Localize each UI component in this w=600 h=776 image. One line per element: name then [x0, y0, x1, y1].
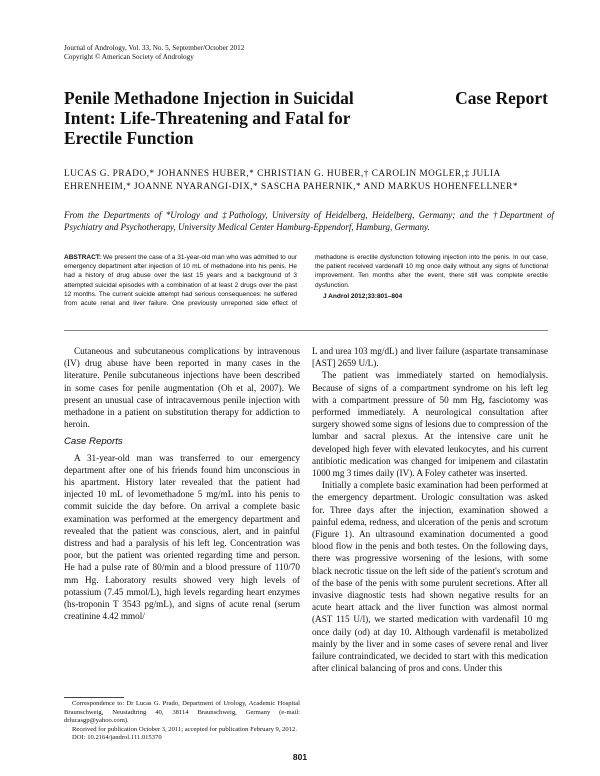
correspondence-note: Correspondence to: Dr Lucas G. Prado, Department of Urology, Academic Hospital Braunschweig, Neustadtring 40, 38114 Braunschweig, Germany (e-mail: drlucasgp@yahoo.com). [64, 700, 300, 725]
abstract-citation: J Androl 2012;33:801–804 [323, 292, 403, 300]
body-column-left [64, 345, 300, 622]
article-title: Penile Methadone Injection in Suicidal Intent: Life-Threatening and Fatal for Erectile Function [64, 88, 354, 148]
author-list: LUCAS G. PRADO,* JOHANNES HUBER,* CHRISTIAN G. HUBER,† CAROLIN MOGLER,‡ JULIA EHRENHEIM,* JOANNE NYARANGI-DIX,* SASCHA PAHERNIK,* AND MARKUS HOHENFELLNER* [64, 169, 518, 193]
page-number: 801 [292, 752, 308, 762]
case-paragraph: A 31-year-old man was transferred to our emergency department after one of his friends found him unconscious in his apartment. History later revealed that the patient had injected 10 mL of levomethadone 5 mg/mL into his penis to commit suicide the day before. On arrival a complete basic examination was performed at the emergency department and revealed that the patient was conscious, alert, and in painful distress and had a paralysis of his left leg. Concentration was poor, but the patient was oriented regarding time and person. He had a pulse rate of 80/min and a blood pressure of 110/70 mm Hg. Laboratory results showed very high levels of potassium (7.45 mmol/L), high levels regarding heart enzymes (hs-troponin T 3543 pg/mL), and signs of acute renal (serum creatinine 4.42 mmol/ [64, 452, 300, 622]
doi-note: DOI: 10.2164/jandrol.111.015370 [72, 734, 162, 742]
section-heading-case-reports: Case Reports [64, 436, 123, 448]
abstract-label: ABSTRACT: [64, 254, 102, 261]
continued-paragraph: L and urea 103 mg/dL) and liver failure (aspartate transaminase [AST] 2659 U/L). [312, 346, 548, 369]
footnotes [64, 700, 300, 743]
journal-citation-line: Journal of Andrology, Vol. 33, No. 5, September/October 2012 [64, 44, 245, 52]
copyright-line: Copyright © American Society of Andrology [64, 53, 194, 61]
treatment-paragraph: The patient was immediately started on hemodialysis. Because of signs of a compartment syndrome on his left leg with a compartment pressure of 50 mm Hg, fasciotomy was performed immediately. A neurological consultation after surgery showed some signs of lesions due to compression of the lumbar and sacral plexus. At the intensive care unit he developed high fever with elevated leukocytes, and his current antibiotic medication was changed for imipenem and cilastatin 1000 mg 3 times daily (IV). A Foley catheter was inserted. [312, 370, 548, 479]
affiliations: From the Departments of *Urology and ‡Pathology, University of Heidelberg, Heidelberg, Germany; and the †Department of Psychiatry and Psychotherapy, University Medical Center Hamburg-Eppendorf, Hamburg, Germany. [64, 210, 554, 233]
abstract-body: We present the case of a 31-year-old man who was admitted to our emergency department after injection of 10 mL of methadone into his penis. He had a history of drug abuse over the last 15 years and a background of 3 attempted suicidal episodes with a combination of at least 2 drugs over the past 12 months. The current suicide attempt had serious consequences: he suffered from acute renal and liver failure. One previously unreported side effect of methadone is erectile dysfunction following injection into the penis. In our case, the patient received vardenafil 10 mg once daily without any signs of functional improvement. Ten months after the event, there still was complete erectile dysfunction. [64, 254, 548, 308]
journal-header [64, 44, 244, 62]
footnote-divider [64, 697, 124, 698]
body-column-right [312, 345, 548, 674]
abstract [64, 253, 548, 315]
intro-paragraph: Cutaneous and subcutaneous complications by intravenous (IV) drug abuse have been reported in many cases in the literature. Penile subcutaneous injections have been described in some cases for penile augmentation (Oh et al, 2007). We present an unusual case of intracavernous penile injection with methadone in a patient on substitution therapy for addiction to heroin. [64, 346, 300, 430]
article-type: Case Report [455, 88, 548, 108]
urologic-paragraph: Initially a complete basic examination had been performed at the emergency department. Urologic consultation was asked for. Three days after the injection, examination showed a painful edema, redness, and ulceration of the penis and scrotum (Figure 1). An ultrasound examination documented a good blood flow in the penis and both testes. On the following days, there was progressive worsening of the lesions, with some black necrotic tissue on the left side of the patient's scrotum and of the base of the penis with some purulent secretions. After all invasive diagnostic tests had shown negative results for an acute heart attack and the liver function was almost normal (AST 115 U/l), we started medication with vardenafil 10 mg once daily (od) at day 10. Although vardenafil is metabolized mainly by the liver and in some cases of severe renal and liver failure contraindicated, we decided to start with this medication after clinical balancing of pros and cons. Under this [312, 480, 548, 674]
received-note: Received for publication October 3, 2011; accepted for publication February 9, 2012. [72, 725, 297, 733]
section-divider [64, 330, 548, 331]
